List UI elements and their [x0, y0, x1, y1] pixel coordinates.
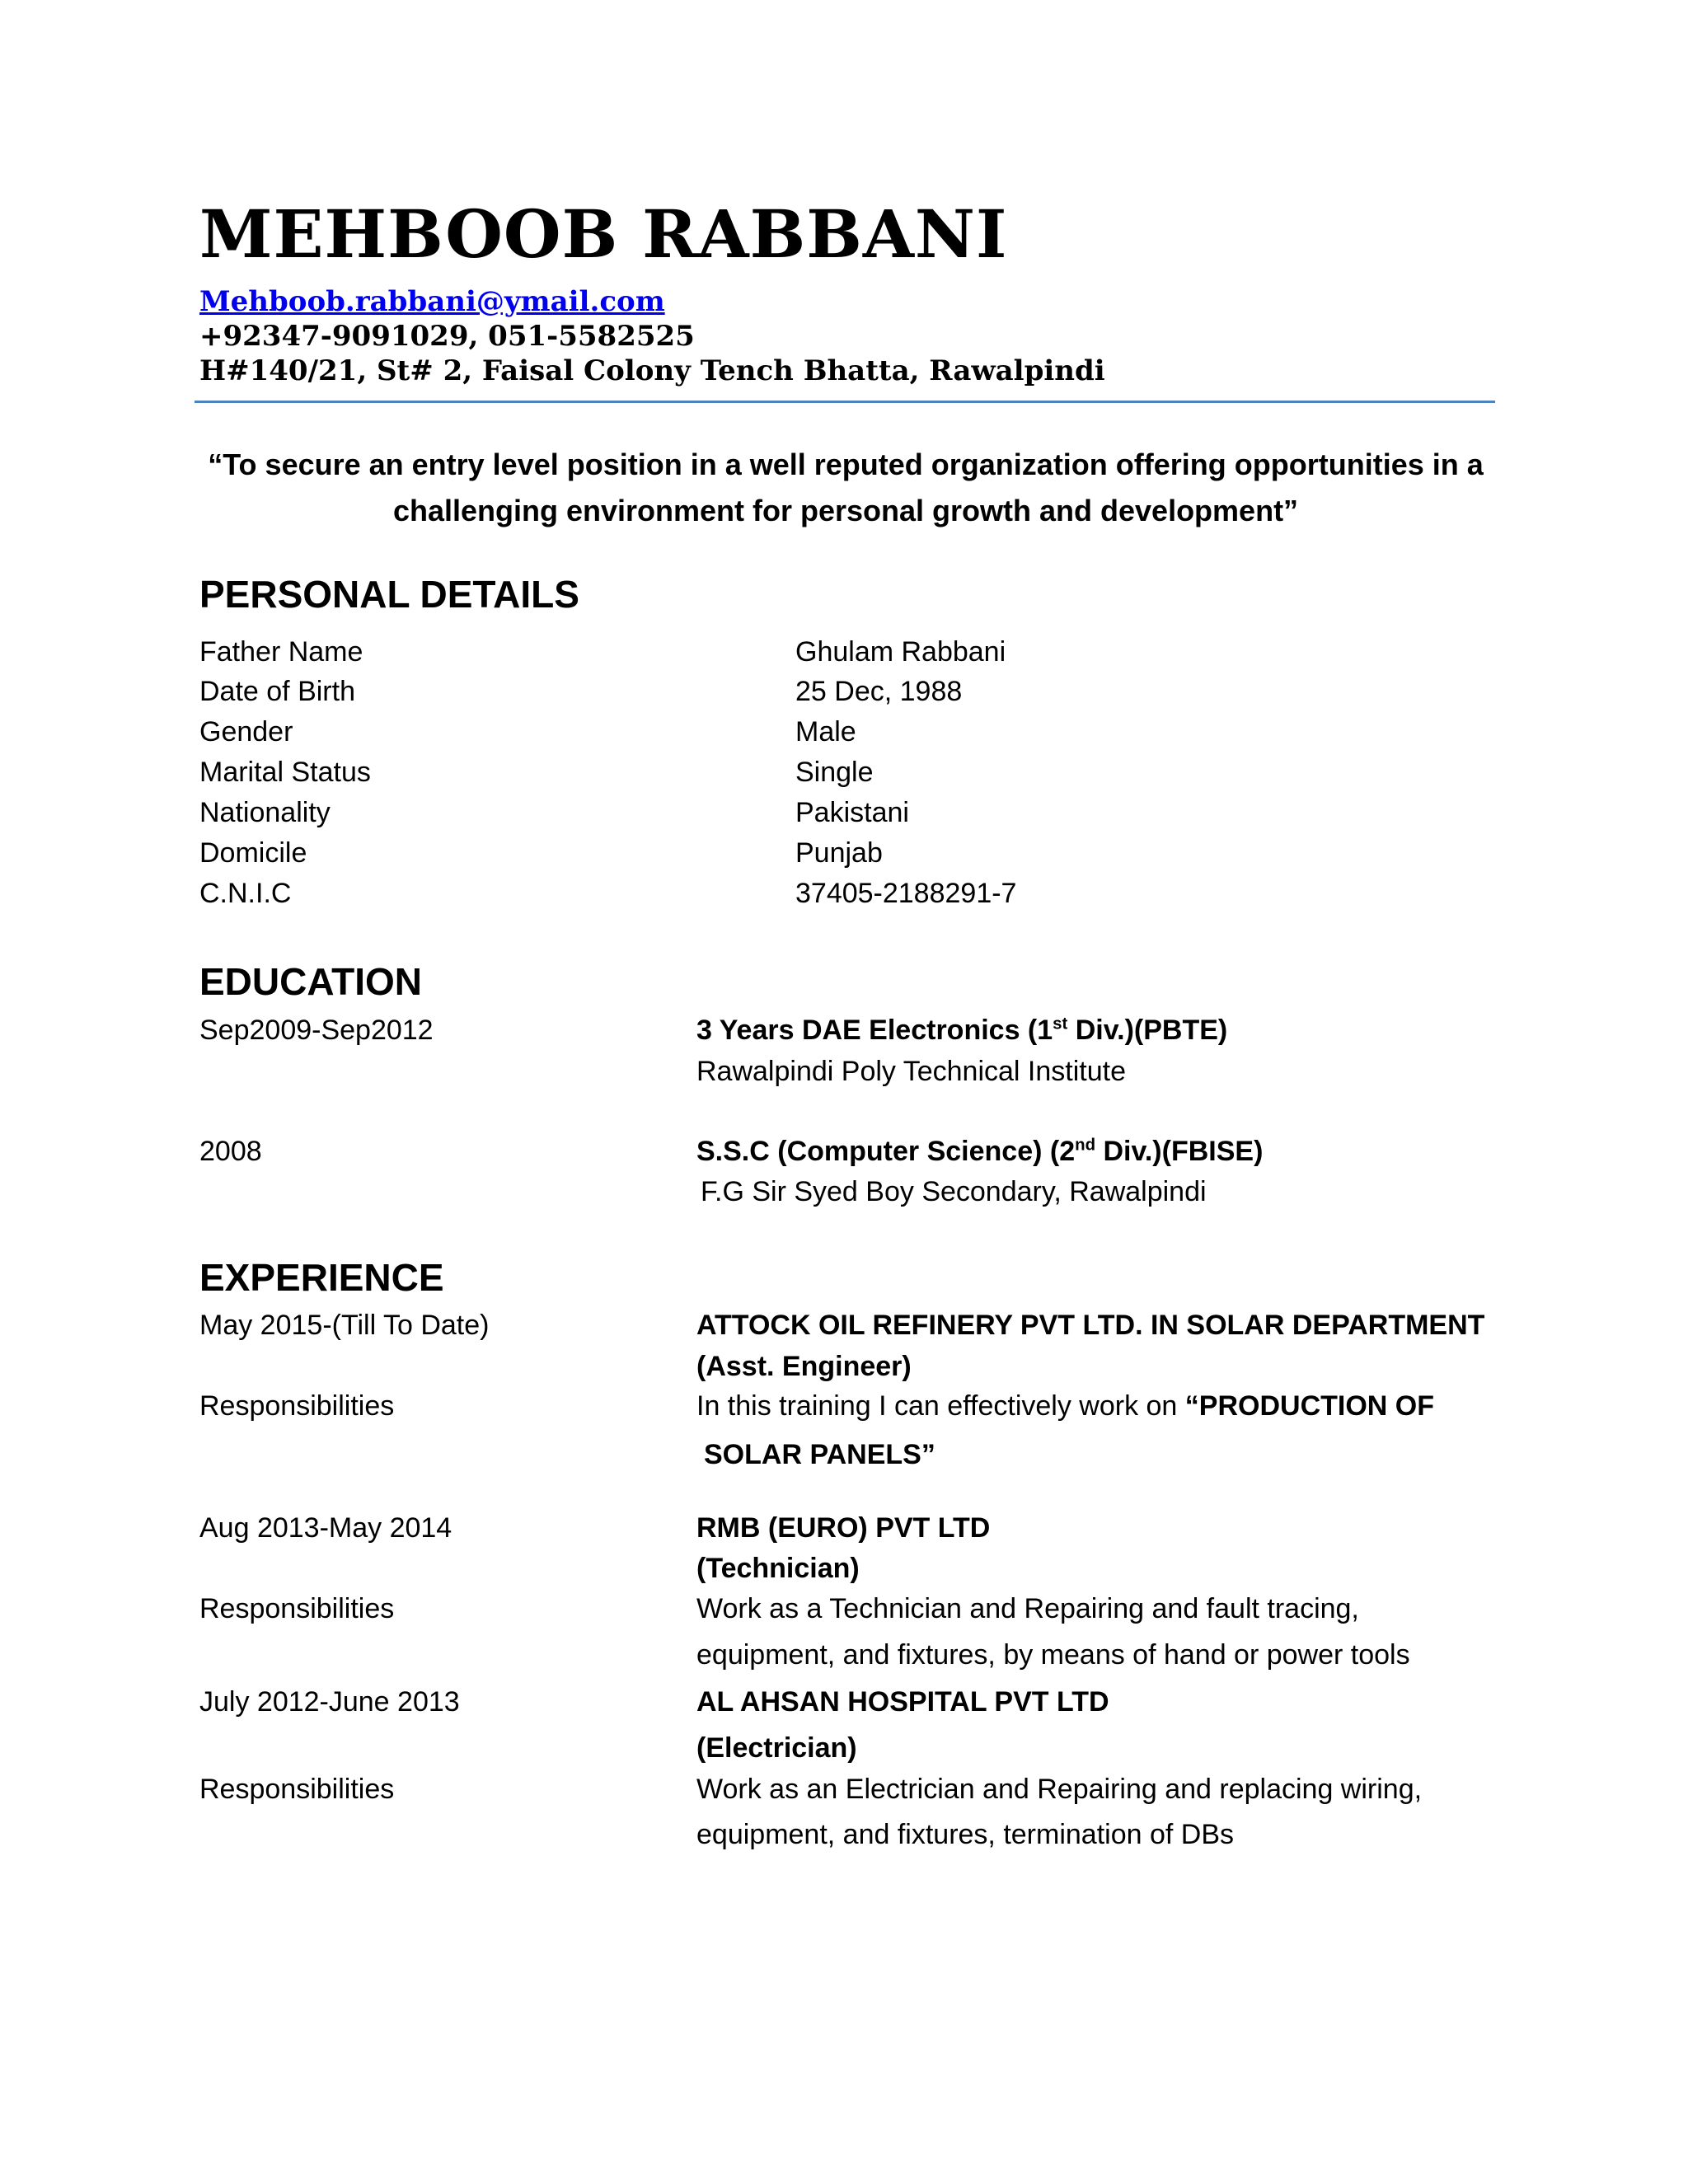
career-objective: [195, 442, 1497, 534]
responsibilities-text: Work as an Electrician and Repairing and replacing wiring,: [696, 1774, 1423, 1805]
responsibilities-text: Work as a Technician and Repairing and fault tracing,: [696, 1593, 1359, 1624]
address: H#140/21, St# 2, Faisal Colony Tench Bhatta, Rawalpindi: [199, 354, 1105, 387]
detail-label: Gender: [199, 716, 293, 748]
experience-role: (Technician): [696, 1553, 860, 1584]
education-institute: Rawalpindi Poly Technical Institute: [696, 1056, 1126, 1087]
experience-heading: EXPERIENCE: [199, 1256, 444, 1299]
objective-line-1: “To secure an entry level position in a well reputed organization offering opportunities in a: [208, 448, 1484, 481]
experience-company: AL AHSAN HOSPITAL PVT LTD: [696, 1686, 1109, 1718]
phone-numbers: +92347-9091029, 051-5582525: [199, 320, 695, 353]
responsibilities-text-continued: equipment, and fixtures, termination of DBs: [696, 1819, 1234, 1850]
education-institute: F.G Sir Syed Boy Secondary, Rawalpindi: [701, 1176, 1207, 1207]
experience-company: RMB (EURO) PVT LTD: [696, 1512, 991, 1544]
responsibilities-text-continued: equipment, and fixtures, by means of hand or power tools: [696, 1639, 1410, 1671]
detail-value: Pakistani: [795, 797, 909, 828]
candidate-name: MEHBOOB RABBANI: [199, 195, 1008, 273]
detail-label: C.N.I.C: [199, 878, 292, 909]
detail-label: Father Name: [199, 636, 363, 668]
detail-label: Date of Birth: [199, 676, 355, 707]
responsibilities-text: In this training I can effectively work on “PRODUCTION OF: [696, 1390, 1434, 1422]
responsibilities-label: Responsibilities: [199, 1390, 395, 1422]
detail-value: 25 Dec, 1988: [795, 676, 963, 707]
experience-role: (Electrician): [696, 1732, 857, 1764]
personal-details-heading: PERSONAL DETAILS: [199, 573, 579, 616]
responsibilities-label: Responsibilities: [199, 1774, 395, 1805]
responsibilities-label: Responsibilities: [199, 1593, 395, 1624]
experience-period: July 2012-June 2013: [199, 1686, 460, 1718]
education-period: Sep2009-Sep2012: [199, 1015, 434, 1046]
experience-company: ATTOCK OIL REFINERY PVT LTD. IN SOLAR DEPARTMENT: [696, 1310, 1485, 1341]
education-degree: 3 Years DAE Electronics (1st Div.)(PBTE): [696, 1015, 1228, 1046]
header-divider: [195, 401, 1495, 403]
detail-value: Ghulam Rabbani: [795, 636, 1006, 668]
detail-value: Single: [795, 757, 874, 788]
email-link[interactable]: Mehboob.rabbani@ymail.com: [199, 285, 665, 318]
detail-value: 37405-2188291-7: [795, 878, 1017, 909]
education-period: 2008: [199, 1136, 262, 1167]
experience-role: (Asst. Engineer): [696, 1351, 912, 1382]
experience-period: Aug 2013-May 2014: [199, 1512, 452, 1544]
objective-line-2: challenging environment for personal growth and development”: [392, 494, 1299, 527]
detail-value: Male: [795, 716, 856, 748]
detail-label: Nationality: [199, 797, 331, 828]
detail-value: Punjab: [795, 837, 883, 869]
detail-label: Marital Status: [199, 757, 371, 788]
experience-period: May 2015-(Till To Date): [199, 1310, 490, 1341]
detail-label: Domicile: [199, 837, 307, 869]
responsibilities-text-continued: SOLAR PANELS”: [704, 1439, 935, 1470]
education-heading: EDUCATION: [199, 960, 423, 1003]
education-degree: S.S.C (Computer Science) (2nd Div.)(FBISE): [696, 1136, 1264, 1167]
